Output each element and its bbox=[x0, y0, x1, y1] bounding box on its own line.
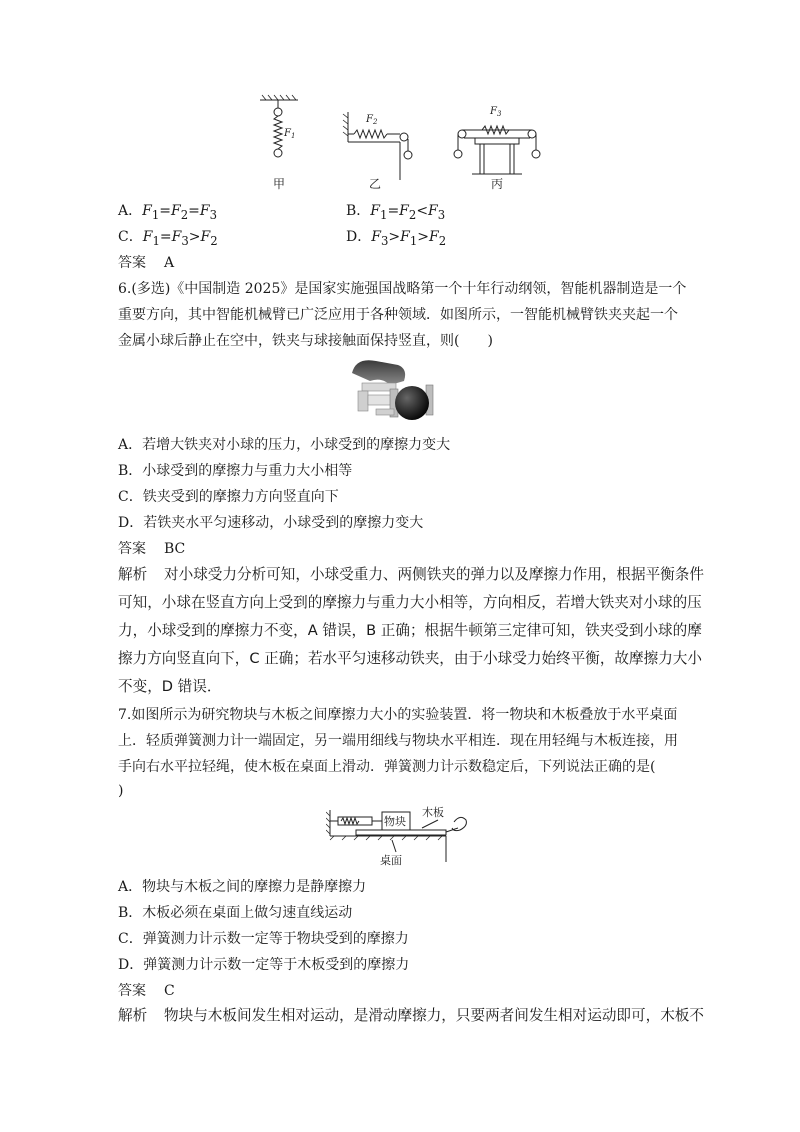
svg-text:F3: $F_3$ bbox=[490, 106, 502, 118]
q5-answer: 答案 A bbox=[118, 255, 175, 271]
board-label: 木板 bbox=[422, 806, 444, 819]
q6-answer: 答案 BC bbox=[118, 541, 186, 557]
q7-stem-1: 7.如图所示为研究物块与木板之间摩擦力大小的实验装置．将一物块和木板叠放于水平桌面 bbox=[118, 707, 678, 723]
spring-figures bbox=[250, 92, 550, 192]
force-f2: F bbox=[366, 114, 373, 125]
q6-stem-2: 重要方向，其中智能机械臂已广泛应用于各种领域．如图所示，一智能机械臂铁夹夹起一个 bbox=[118, 307, 678, 323]
friction-apparatus-figure bbox=[326, 800, 476, 868]
block-label: 物块 bbox=[384, 815, 406, 828]
q6-stem-1: 6.(多选)《中国制造 2025》是国家实施强国战略第一个十年行动纲领，智能机器制造是一个 bbox=[118, 281, 687, 297]
q7-stem-2: 上．轻质弹簧测力计一端固定，另一端用细线与物块水平相连．现在用轻绳与木板连接，用 bbox=[118, 733, 678, 749]
q6-option-d: D．若铁夹水平匀速移动，小球受到的摩擦力变大 bbox=[118, 515, 424, 531]
q7-option-d: D．弹簧测力计示数一定等于木板受到的摩擦力 bbox=[118, 957, 410, 973]
label-yi: 乙 bbox=[369, 177, 382, 191]
q6-analysis-1: 解析 对小球受力分析可知，小球受重力、两侧铁夹的弹力以及摩擦力作用，根据平衡条件 bbox=[118, 566, 704, 583]
table-label: 桌面 bbox=[380, 854, 402, 867]
q6-option-b: B．小球受到的摩擦力与重力大小相等 bbox=[118, 463, 353, 479]
force-f3: F bbox=[490, 106, 497, 117]
force-f1: F bbox=[284, 128, 291, 139]
q6-option-a: A．若增大铁夹对小球的压力，小球受到的摩擦力变大 bbox=[118, 437, 451, 453]
robot-arm-figure bbox=[346, 355, 456, 425]
q5-option-b: B．$F_1=F_2<F_3$ bbox=[346, 203, 446, 222]
q7-option-b: B．木板必须在桌面上做匀速直线运动 bbox=[118, 905, 353, 921]
label-jia: 甲 bbox=[273, 177, 286, 191]
q6-analysis-4: 擦力方向竖直向下，C 正确；若水平匀速移动铁夹，由于小球受力始终平衡，故摩擦力大小 bbox=[118, 650, 702, 667]
label-bing: 丙 bbox=[491, 177, 504, 191]
svg-text:F2: $F_2$ bbox=[366, 114, 378, 126]
q6-analysis-3: 力，小球受到的摩擦力不变，A 错误，B 正确；根据牛顿第三定律可知，铁夹受到小球的摩 bbox=[118, 622, 702, 639]
q5-option-d: D．$F_3>F_1>F_2$ bbox=[346, 229, 447, 248]
q7-stem-3: 手向右水平拉轻绳，使木板在桌面上滑动．弹簧测力计示数稳定后，下列说法正确的是( bbox=[118, 759, 656, 775]
q7-option-c: C．弹簧测力计示数一定等于物块受到的摩擦力 bbox=[118, 931, 409, 947]
svg-text:F1: $F_1$ bbox=[284, 128, 296, 140]
q6-analysis-5: 不变，D 错误． bbox=[118, 678, 222, 695]
q6-stem-3: 金属小球后静止在空中，铁夹与球接触面保持竖直，则( ) bbox=[118, 333, 493, 349]
q7-option-a: A．物块与木板之间的摩擦力是静摩擦力 bbox=[118, 879, 367, 895]
q7-stem-4: ) bbox=[118, 783, 124, 799]
q7-answer: 答案 C bbox=[118, 983, 175, 999]
q5-option-c: C．$F_1=F_3>F_2$ bbox=[118, 229, 218, 248]
q6-option-c: C．铁夹受到的摩擦力方向竖直向下 bbox=[118, 489, 339, 505]
q5-option-a: A．$F_1=F_2=F_3$ bbox=[118, 203, 218, 222]
q6-analysis-2: 可知，小球在竖直方向上受到的摩擦力与重力大小相等，方向相反，若增大铁夹对小球的压 bbox=[118, 594, 702, 611]
q7-analysis-1: 解析 物块与木板间发生相对运动，是滑动摩擦力，只要两者间发生相对运动即可，木板不 bbox=[118, 1007, 704, 1024]
